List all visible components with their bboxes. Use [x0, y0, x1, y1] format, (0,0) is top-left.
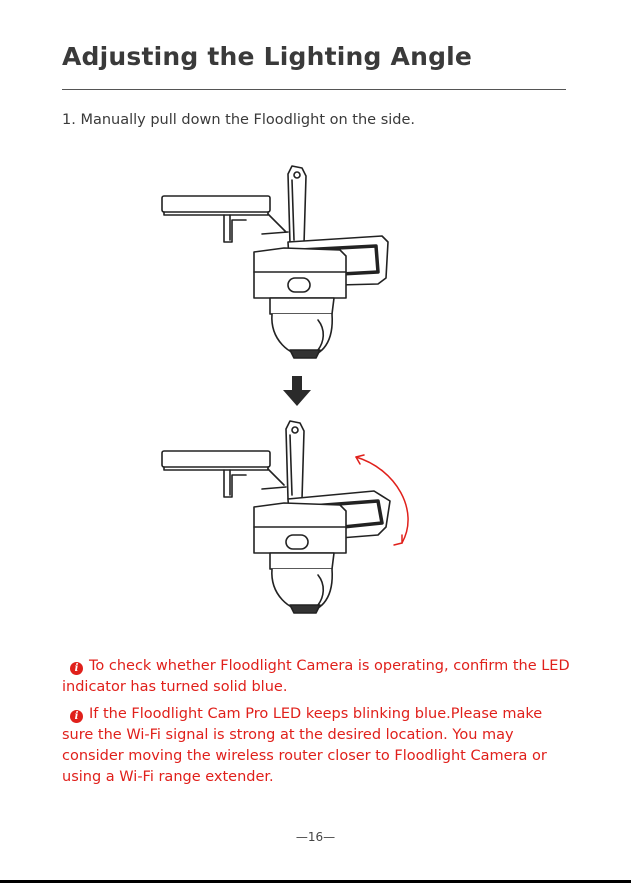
note-operating-check — [62, 656, 577, 698]
page-number: —16— — [295, 830, 336, 844]
note-text: If the Floodlight Cam Pro LED keeps blinking blue.Please make sure the Wi-Fi signal is strong at the desired location. You may consider moving the wireless router closer to Floodlight Camera or using a Wi-Fi range extender. — [62, 706, 547, 785]
floodlight-camera-illustration-before — [150, 160, 410, 370]
floodlight-camera-illustration-after — [150, 415, 430, 625]
note-blinking-blue — [62, 704, 577, 788]
title-divider — [62, 89, 566, 90]
arrow-down-icon — [283, 376, 311, 406]
step-instruction: 1. Manually pull down the Floodlight on the side. — [62, 112, 416, 128]
note-text: To check whether Floodlight Camera is operating, confirm the LED indicator has turned solid blue. — [62, 658, 570, 695]
info-icon: i — [70, 662, 83, 675]
page-title: Adjusting the Lighting Angle — [62, 42, 473, 71]
info-icon: i — [70, 710, 83, 723]
